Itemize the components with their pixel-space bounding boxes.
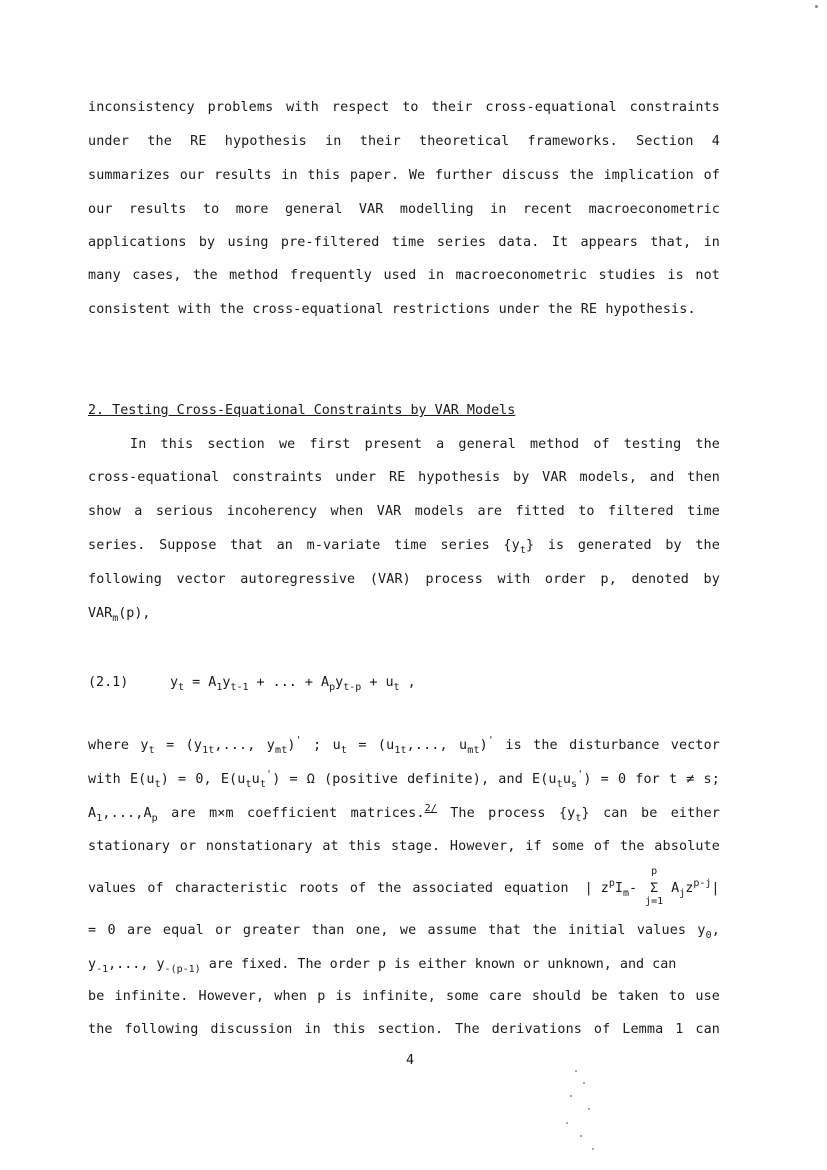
text-line: $A_1,...,A_p$ are m×m coefficient matrices.$^{2/}$ The process $\{y_t\}$ can be either [88, 803, 720, 824]
scan-speckle [580, 1135, 582, 1137]
text-span: values of characteristic roots of the associated equation [88, 881, 569, 896]
section-heading: 2. Testing Cross-Equational Constraints by VAR Models [88, 403, 516, 418]
summation-symbol: p Σ j=1 [645, 866, 664, 907]
text-line: under the RE hypothesis in their theoretical frameworks. Section 4 [88, 134, 720, 149]
text-line: series. Suppose that an m-variate time series $\{y_t\}$ is generated by the [88, 538, 720, 556]
scan-speckle [592, 1148, 594, 1150]
text-span: is the disturbance vector [505, 738, 721, 753]
text-line: many cases, the method frequently used in macroeconometric studies is not [88, 268, 720, 283]
text-span: series. Suppose that an m-variate time series [88, 538, 490, 553]
var-notation: $VAR_m(p)$, [88, 606, 151, 624]
text-span: are fixed. The order p is either known or unknown, and can [208, 957, 677, 972]
text-line: our results to more general VAR modelling in recent macroeconometric [88, 202, 720, 217]
text-line: = 0 are equal or greater than one, we assume that the initial values $y_0$, [88, 923, 720, 941]
text-span: The process [450, 806, 546, 821]
scan-speckle [588, 1108, 590, 1110]
text-line: applications by using pre-filtered time series data. It appears that, in [88, 235, 720, 250]
scan-speckle [815, 5, 818, 8]
text-line: cross-equational constraints under RE hypothesis by VAR models, and then [88, 470, 720, 485]
scan-speckle [570, 1095, 572, 1097]
text-span: where [88, 738, 130, 753]
equation-label: (2.1) [88, 675, 129, 690]
text-span: can be either [603, 806, 720, 821]
text-span: (positive definite), and [324, 772, 523, 787]
text-line: stationary or nonstationary at this stage. However, if some of the absolute [88, 839, 720, 854]
text-line: consistent with the cross-equational restrictions under the RE hypothesis. [88, 302, 696, 317]
page-number: 4 [406, 1053, 415, 1068]
text-span: is generated by the [547, 538, 720, 553]
equation-2-1: $y_t = A_1y_{t-1}$ + ... + $A_py_{t-p} + u_t$ , [170, 675, 416, 693]
text-line: $y_{-1}$,..., $y_{-(p-1)}$ are fixed. The order p is either known or unknown, and can [88, 957, 677, 975]
text-line: be infinite. However, when p is infinite, some care should be taken to use [88, 989, 720, 1004]
text-span: are m×m coefficient matrices. [171, 806, 425, 821]
scan-speckle [566, 1122, 568, 1124]
text-line: inconsistency problems with respect to their cross-equational constraints [88, 100, 720, 115]
text-line: values of characteristic roots of the associated equation | $z^pI_m-$ p Σ j=1 $A_jz^{p-j}|$ [88, 866, 720, 907]
text-line: with $E(u_t) = 0$, $E(u_tu_t') = \Omega$ (positive definite), and $E(u_tu_s') = 0$ for t ≠ s; [88, 769, 720, 790]
text-line: following vector autoregressive (VAR) process with order p, denoted by [88, 572, 720, 587]
text-line: show a serious incoherency when VAR models are fitted to filtered time [88, 504, 720, 519]
scan-speckle [575, 1070, 577, 1072]
text-line: where $y_t = (y_{1t}$,..., $y_{mt})'$ ; $u_t = (u_{1t}$,..., $u_{mt})'$ is the disturbance vector [88, 735, 721, 756]
text-line: In this section we first present a general method of testing the [130, 437, 720, 452]
scan-speckle [583, 1082, 585, 1084]
text-line: summarizes our results in this paper. We further discuss the implication of [88, 168, 720, 183]
text-line: the following discussion in this section. The derivations of Lemma 1 can [88, 1022, 720, 1037]
text-span: = 0 are equal or greater than one, we assume that the initial values [88, 923, 687, 938]
text-span: with [88, 772, 121, 787]
text-span: for t ≠ s; [635, 772, 720, 787]
footnote-mark: 2/ [424, 803, 437, 814]
